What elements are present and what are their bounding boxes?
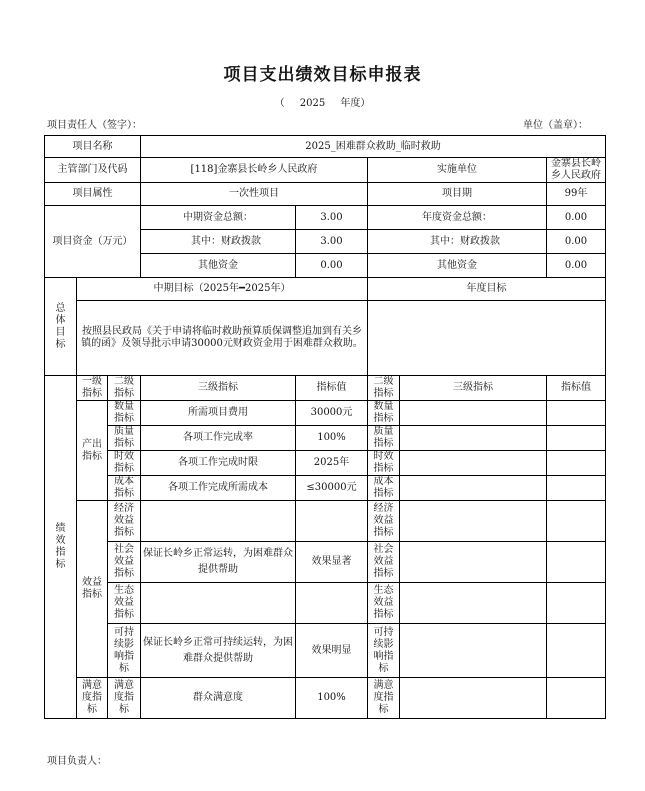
value-header-right: 指标值 <box>547 376 606 401</box>
dept-label: 主管部门及代码 <box>45 158 141 183</box>
table-row <box>45 501 606 542</box>
year-line <box>0 94 645 109</box>
effect-indicator-label: 效益指标 <box>77 501 108 678</box>
level2-cell-right: 数量指标 <box>368 401 400 426</box>
table-row <box>45 451 606 476</box>
value-cell-right <box>547 624 606 678</box>
value-header: 指标值 <box>296 376 368 401</box>
value-cell: ≤30000元 <box>296 476 368 501</box>
level3-cell-right <box>400 678 547 719</box>
level3-cell: 群众满意度 <box>141 678 296 719</box>
year-value: 2025 <box>299 98 326 109</box>
level3-cell: 所需项目费用 <box>141 401 296 426</box>
table-row <box>45 426 606 451</box>
unit-seal-label: 单位（盖章）： <box>523 120 588 131</box>
overall-goal-label: 总体目标 <box>45 278 77 376</box>
period-label: 项目期 <box>368 183 547 206</box>
level3-cell-right <box>400 426 547 451</box>
year-fiscal-label: 其中：财政拨款 <box>368 230 547 254</box>
indicators-label: 绩效指标 <box>45 376 77 719</box>
value-cell-right <box>547 501 606 542</box>
impl-unit-value: 金寨县长岭乡人民政府 <box>547 158 606 183</box>
output-indicator-label: 产出指标 <box>77 401 108 501</box>
level2-cell: 数量指标 <box>108 401 141 426</box>
year-other-value: 0.00 <box>547 254 606 278</box>
value-cell: 效果明显 <box>296 624 368 678</box>
row-attribute <box>45 183 606 206</box>
mid-other-label: 其他资金 <box>141 254 296 278</box>
responsible-label: 项目责任人（签字）： <box>47 120 142 131</box>
level2-cell: 可持续影响指标 <box>108 624 141 678</box>
level2-cell: 成本指标 <box>108 476 141 501</box>
year-total-value: 0.00 <box>547 206 606 230</box>
level3-cell-right <box>400 476 547 501</box>
dept-value: [118]金寨县长岭乡人民政府 <box>141 158 368 183</box>
period-value: 99年 <box>547 183 606 206</box>
level2-cell: 时效指标 <box>108 451 141 476</box>
level2-cell-right: 经济效益指标 <box>368 501 400 542</box>
level3-cell: 保证长岭乡正常可持续运转，为困难群众提供帮助 <box>141 624 296 678</box>
project-name-value: 2025_困难群众救助_临时救助 <box>141 136 606 158</box>
level3-cell-right <box>400 624 547 678</box>
value-cell-right <box>547 426 606 451</box>
level3-cell-right <box>400 501 547 542</box>
level2-cell-right: 质量指标 <box>368 426 400 451</box>
mid-goal-label: 中期目标（2025年━2025年） <box>77 278 368 301</box>
level3-cell <box>141 501 296 542</box>
level3-cell: 各项工作完成率 <box>141 426 296 451</box>
level2-cell: 质量指标 <box>108 426 141 451</box>
mid-fiscal-label: 其中：财政拨款 <box>141 230 296 254</box>
project-lead-label: 项目负责人： <box>47 756 107 767</box>
table-row <box>45 583 606 624</box>
level2-cell-right: 时效指标 <box>368 451 400 476</box>
value-cell-right <box>547 401 606 426</box>
level3-cell: 保证长岭乡正常运转，为困难群众提供帮助 <box>141 542 296 583</box>
table-row <box>45 401 606 426</box>
impl-unit-label: 实施单位 <box>368 158 547 183</box>
value-cell: 100% <box>296 678 368 719</box>
project-name-label: 项目名称 <box>45 136 141 158</box>
level2-cell: 生态效益指标 <box>108 583 141 624</box>
level3-cell <box>141 583 296 624</box>
mid-other-value: 0.00 <box>296 254 368 278</box>
value-cell-right <box>547 476 606 501</box>
value-cell-right <box>547 451 606 476</box>
level2-cell: 社会效益指标 <box>108 542 141 583</box>
level3-cell-right <box>400 401 547 426</box>
level2-cell-right: 可持续影响指标 <box>368 624 400 678</box>
level3-cell: 各项工作完成所需成本 <box>141 476 296 501</box>
level3-cell-right <box>400 542 547 583</box>
level2-header: 二级指标 <box>108 376 141 401</box>
row-indicator-header <box>45 376 606 401</box>
year-goal-label: 年度目标 <box>368 278 606 301</box>
value-cell-right <box>547 542 606 583</box>
row-project-name <box>45 136 606 158</box>
mid-fiscal-value: 3.00 <box>296 230 368 254</box>
table-row <box>45 476 606 501</box>
form-title: 项目支出绩效目标申报表 <box>223 65 422 85</box>
year-close: 年度） <box>340 98 371 109</box>
value-cell: 100% <box>296 426 368 451</box>
value-cell: 效果显著 <box>296 542 368 583</box>
attr-value: 一次性项目 <box>141 183 368 206</box>
table-row <box>45 624 606 678</box>
mid-total-value: 3.00 <box>296 206 368 230</box>
level3-cell: 各项工作完成时限 <box>141 451 296 476</box>
level3-cell-right <box>400 451 547 476</box>
year-other-label: 其他资金 <box>368 254 547 278</box>
level3-header-right: 三级指标 <box>400 376 547 401</box>
row-fund-total <box>45 206 606 230</box>
year-open: （ <box>274 98 285 109</box>
attr-label: 项目属性 <box>45 183 141 206</box>
performance-goal-table <box>44 135 606 719</box>
value-cell-right <box>547 678 606 719</box>
satisfaction-indicator-label: 满意度指标 <box>77 678 108 719</box>
mid-goal-text: 按照县民政局《关于申请将临时救助预算质保调整追加到有关乡镇的函》及领导批示申请30000元财政资金用于困难群众救助。 <box>77 301 368 376</box>
level3-header: 三级指标 <box>141 376 296 401</box>
level1-header: 一级指标 <box>77 376 108 401</box>
funds-label: 项目资金（万元） <box>45 206 141 278</box>
level3-cell-right <box>400 583 547 624</box>
value-cell <box>296 501 368 542</box>
mid-total-label: 中期资金总额： <box>141 206 296 230</box>
value-cell: 30000元 <box>296 401 368 426</box>
level2-cell: 经济效益指标 <box>108 501 141 542</box>
table-row <box>45 542 606 583</box>
level2-cell-right: 社会效益指标 <box>368 542 400 583</box>
year-goal-text <box>368 301 606 376</box>
value-cell: 2025年 <box>296 451 368 476</box>
value-cell <box>296 583 368 624</box>
level2-cell-right: 成本指标 <box>368 476 400 501</box>
row-goal-body <box>45 301 606 376</box>
row-goal-header <box>45 278 606 301</box>
value-cell-right <box>547 583 606 624</box>
year-total-label: 年度资金总额： <box>368 206 547 230</box>
row-department <box>45 158 606 183</box>
level2-cell-right: 满意度指标 <box>368 678 400 719</box>
year-fiscal-value: 0.00 <box>547 230 606 254</box>
level2-cell: 满意度指标 <box>108 678 141 719</box>
table-row <box>45 678 606 719</box>
level2-cell-right: 生态效益指标 <box>368 583 400 624</box>
level2-header-right: 二级指标 <box>368 376 400 401</box>
